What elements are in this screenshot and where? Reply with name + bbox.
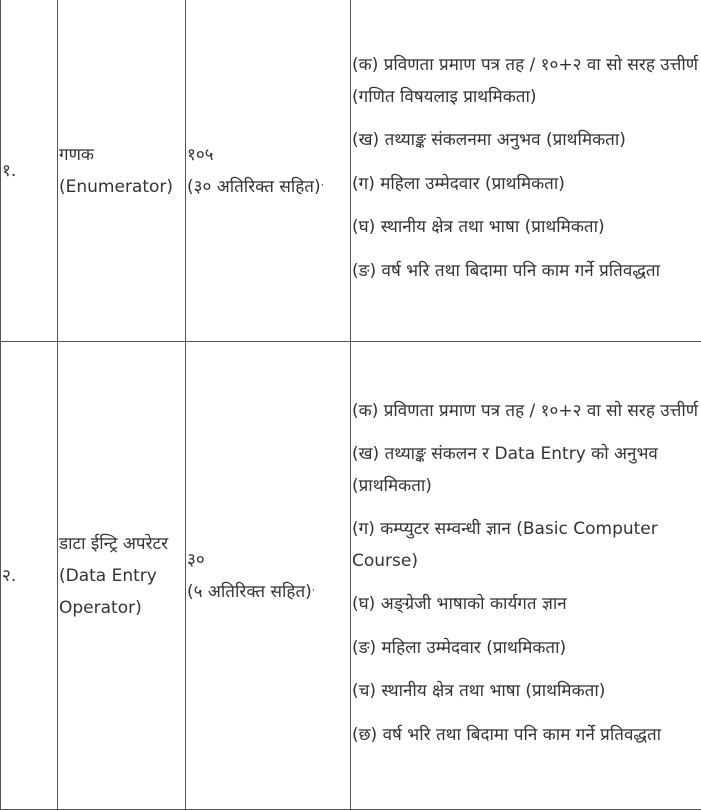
requirements-list xyxy=(352,388,701,752)
requirement-item: (ङ) महिला उम्मेदवार (प्राथमिकता) xyxy=(352,633,701,665)
count-cell xyxy=(186,342,351,810)
requirements-list xyxy=(352,42,701,287)
requirement-item: (ख) तथ्याङ्क संकलनमा अनुभव (प्राथमिकता) xyxy=(352,125,701,157)
additional-count-text: (३० अतिरिक्त सहित) xyxy=(187,177,321,197)
position-count: ३० xyxy=(187,544,350,576)
additional-count xyxy=(187,171,350,203)
requirement-item: (ग) कम्प्युटर सम्वन्धी ज्ञान (Basic Computer Course) xyxy=(352,514,701,577)
requirement-item: (ख) तथ्याङ्क संकलन र Data Entry को अनुभव (प्राथमिकता) xyxy=(352,439,701,502)
serial-number: २. xyxy=(2,566,16,586)
post-name-english: (Enumerator) xyxy=(59,171,185,203)
post-name: गणक xyxy=(59,139,185,171)
post-cell xyxy=(58,0,186,342)
additional-count xyxy=(187,576,350,608)
tick-mark: . xyxy=(321,175,325,188)
requirement-item: (घ) स्थानीय क्षेत्र तथा भाषा (प्राथमिकता) xyxy=(352,212,701,244)
post-cell xyxy=(58,342,186,810)
requirement-item: (घ) अङ्ग्रेजी भाषाको कार्यगत ज्ञान xyxy=(352,589,701,621)
additional-count-text: (५ अतिरिक्त सहित) xyxy=(187,582,312,602)
requirement-item: (च) स्थानीय क्षेत्र तथा भाषा (प्राथमिकता) xyxy=(352,676,701,708)
position-count: १०५ xyxy=(187,139,350,171)
table-row xyxy=(1,0,701,342)
requirement-item: (क) प्रविणता प्रमाण पत्र तह / १०+२ वा सो सरह उत्तीर्ण (गणित विषयलाइ प्राथमिकता) xyxy=(352,50,701,113)
requirement-item: (ग) महिला उम्मेदवार (प्राथमिकता) xyxy=(352,169,701,201)
count-cell xyxy=(186,0,351,342)
tick-mark: . xyxy=(312,580,316,593)
serial-number: १. xyxy=(2,161,16,181)
requirement-item: (क) प्रविणता प्रमाण पत्र तह / १०+२ वा सो सरह उत्तीर्ण xyxy=(352,396,701,428)
requirement-item: (ङ) वर्ष भरि तथा बिदामा पनि काम गर्ने प्रतिवद्धता xyxy=(352,256,701,288)
requirements-cell xyxy=(351,342,701,810)
requirements-cell xyxy=(351,0,701,342)
post-name: डाटा ईन्ट्रि अपरेटर (Data Entry Operator) xyxy=(59,528,185,624)
requirement-item: (छ) वर्ष भरि तथा बिदामा पनि काम गर्ने प्रतिवद्धता xyxy=(352,720,701,752)
serial-number-cell xyxy=(1,0,58,342)
table-row xyxy=(1,342,701,810)
serial-number-cell xyxy=(1,342,58,810)
